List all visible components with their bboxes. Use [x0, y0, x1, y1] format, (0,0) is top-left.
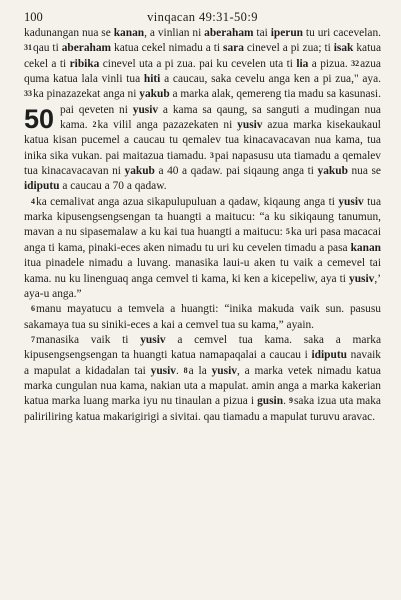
proper-name: yusiv — [211, 364, 237, 377]
text-run: azua quma katua lala vinli tua — [24, 57, 381, 86]
verse-number: 6 — [31, 304, 35, 314]
text-run: tu uri cacevelan. — [303, 27, 381, 39]
text-run: navaik a mapulat a kidadalan tai — [24, 349, 381, 377]
text-run: . — [283, 395, 289, 408]
chapter-number: 50 — [24, 103, 55, 134]
proper-name: gusin — [257, 395, 284, 408]
verse-number: 8 — [183, 365, 188, 375]
text-run: a cemvel tua kama. saka a marka kipusengsengsengan ta huangti katua namapaqalai a caucau i — [24, 333, 382, 362]
page-number: 100 — [24, 10, 43, 24]
verse-number: 9 — [288, 396, 293, 406]
text-run: ka pinazazekat anga ni — [33, 88, 140, 101]
text-run: manasika vaik ti — [36, 333, 141, 346]
proper-name: yusiv — [338, 195, 364, 208]
text-run: ka vilil anga pazazekaten ni — [97, 119, 238, 132]
proper-name: kanan — [113, 27, 145, 39]
text-run: ka uri pasa macacai anga ti kama, pinaki-eces aken nimadu tu uri ku cevelen timadu a pasa — [24, 226, 381, 254]
text-run: a 40 a qadaw. pai siqaung anga ti — [154, 165, 318, 178]
text-run: tai — [253, 27, 271, 39]
proper-name: idiputu — [311, 349, 347, 362]
verse-number: 4 — [31, 196, 35, 206]
verse-number: 33 — [24, 89, 32, 99]
proper-name: kanan — [350, 241, 381, 254]
text-run: . — [175, 364, 184, 377]
proper-name: yusiv — [132, 103, 159, 116]
proper-name: yusiv — [150, 364, 176, 377]
text-run: cinevel uta a pi zua. pai ku cevelen uta ti — [99, 57, 297, 70]
verse-number: 7 — [31, 334, 35, 344]
proper-name: aberaham — [204, 27, 254, 39]
proper-name: hiti — [143, 73, 161, 86]
text-run: saka izua uta maka paliriliring katua makarigirigi a sivitai. qau tiamadu a mapulat turuvu aravac. — [24, 395, 381, 423]
proper-name: iperun — [270, 27, 304, 39]
chapter-verse-reference: vinqacan 49:31-50:9 — [147, 10, 258, 24]
verse-number: 3 — [209, 150, 214, 160]
proper-name: yusiv — [237, 119, 263, 132]
verse-number: 2 — [92, 120, 97, 130]
text-run: tua marka kipusengsengsengan ta huangti a maitucu: “a ku sikiqaung tanumun, mavan a nu sipasemalaw a ku kai tua huangti a maitucu: — [24, 195, 381, 239]
proper-name: yusiv — [140, 333, 166, 346]
proper-name: yakub — [317, 165, 348, 178]
verse-number: 5 — [285, 227, 290, 237]
text-run: cinevel a pi zua; ti — [243, 42, 334, 55]
text-run: a marka alak, qemereng tia madu sa kasunasi. — [169, 88, 381, 101]
text-run: itua pinadele nimadu a luvang. manasika laui-u aken tu vaik a cemevel tai kama. nu ku linenguaq anga cemvel ti kama, ki ken a kicepeliw, aya ti — [24, 257, 381, 285]
proper-name: sara — [223, 42, 244, 55]
paragraph — [24, 103, 381, 195]
text-run: ,’ aya-u anga.” — [24, 272, 381, 300]
text-run: , a vinlian ni — [144, 27, 205, 39]
paragraph — [24, 333, 381, 425]
proper-name: idiputu — [24, 180, 60, 193]
proper-name: yakub — [139, 88, 170, 101]
text-run: a kama sa qaung, sa sanguti a mudingan nua kama. — [60, 103, 381, 132]
paragraph — [24, 26, 381, 103]
proper-name: aberaham — [61, 42, 112, 55]
proper-name: yakub — [124, 165, 155, 178]
text-run: manu mayatucu a temvela a huangti: “inika makuda vaik sun. pasusu sakamaya tua su siniki-eces a kai a cemvel tua su kama,” ayain. — [24, 303, 381, 331]
text-run: a caucau a 70 a qadaw. — [59, 180, 167, 193]
proper-name: isak — [333, 42, 354, 55]
text-run: katua cekel a ti — [24, 42, 381, 70]
paragraph — [24, 302, 381, 333]
text-run: a pizua. — [308, 57, 352, 70]
text-run: azua marka kisekaukaul katua kisan pucemel a caucau tu qemalev tua kinacavacavan nua kama, tua inika sika vukan. pai maitazua tiamadu. — [24, 119, 381, 162]
proper-name: lia — [296, 57, 309, 70]
text-run: kadunangan nua se — [24, 27, 114, 39]
text-run: katua cekel nimadu a ti — [111, 42, 224, 55]
running-header — [24, 8, 381, 26]
text-run: pai qeveten ni — [60, 103, 133, 116]
text-run: pai napasusu uta tiamadu a qemalev tua kinacavacavan ni — [24, 149, 381, 178]
verse-number: 31 — [24, 43, 32, 53]
verse-number: 32 — [351, 58, 360, 68]
proper-name: ribika — [69, 57, 100, 70]
text-run: , a marka vetek nimadu katua marka cungulan nua kama, nakian uta a mapulat. amin anga a marka kakerian katua marka luang marka iyu nu tinaulan a pizua i — [24, 364, 381, 408]
text-run: ka cemalivat anga azua sikapulupuluan a qadaw, kiqaung anga ti — [36, 195, 339, 208]
proper-name: yusiv — [349, 272, 375, 285]
text-run: qau ti — [33, 42, 62, 55]
paragraph — [24, 195, 381, 302]
text-run: a la — [188, 364, 212, 377]
scripture-text — [24, 26, 381, 425]
text-run: nua se — [347, 165, 381, 178]
text-run: a caucau, saka cevelu anga ken a pi zua," aya. — [160, 73, 382, 86]
